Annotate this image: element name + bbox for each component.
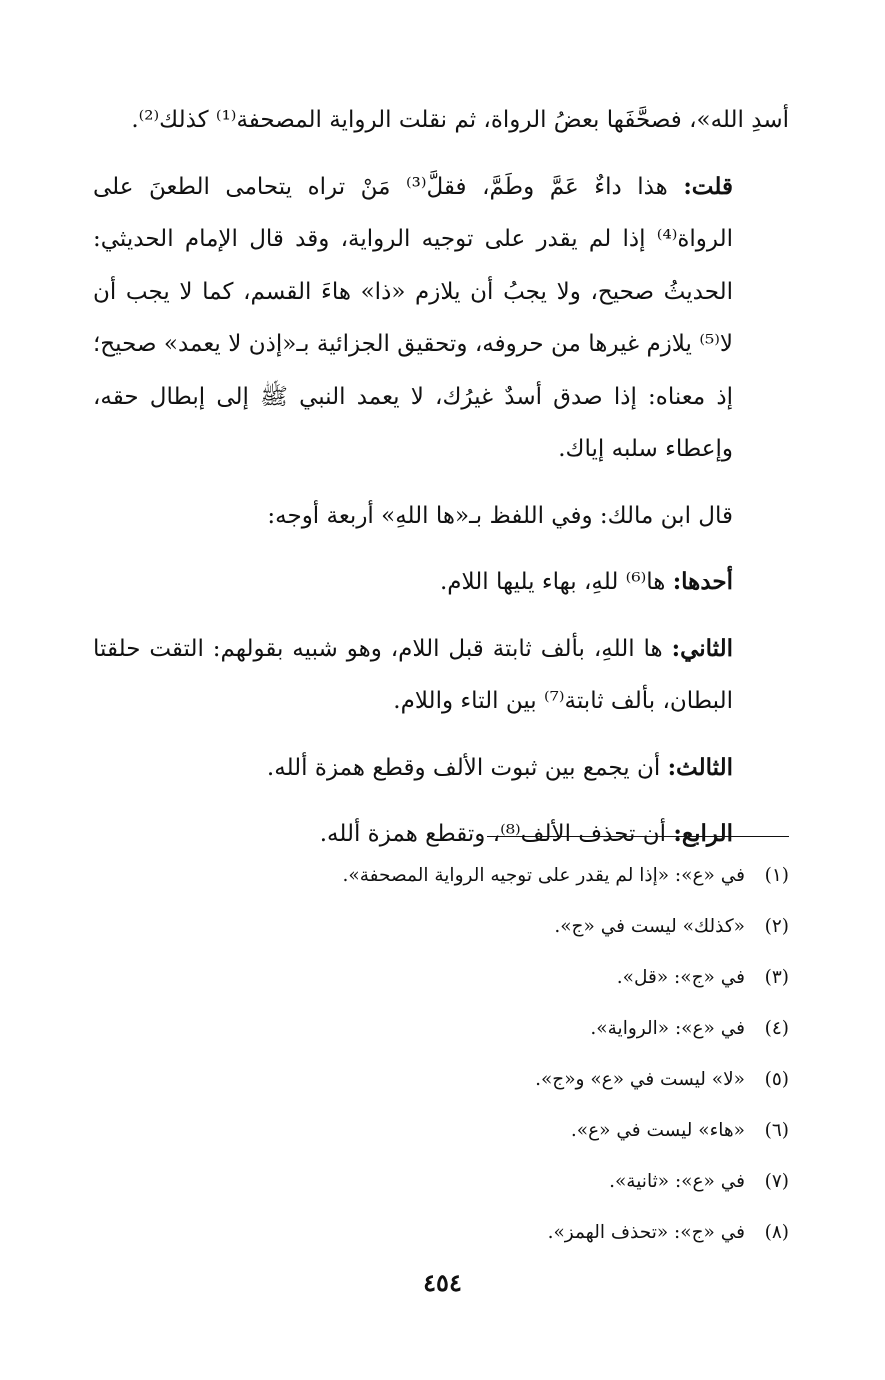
paragraph-term: الثاني: (671, 634, 733, 662)
footnote-number: (٥) (764, 1069, 789, 1090)
paragraph-text: قال ابن مالك: وفي اللفظ بـ«ها اللهِ» أربعة أوجه: (267, 502, 733, 529)
footnote-text: في «ع»: «إذا لم يقدر على توجيه الرواية المصحفة». (342, 865, 745, 886)
footnote-item (93, 1207, 789, 1258)
paragraph-text: أن يجمع بين ثبوت الألف وقطع همزة ألله. (266, 754, 668, 781)
paragraph-5 (93, 623, 789, 728)
paragraph-term: أحدها: (672, 568, 733, 595)
footnote-text: في «ع»: «ثانية». (609, 1171, 745, 1192)
paragraph-term: الرابع: (673, 820, 733, 847)
footnote-number: (١) (764, 865, 789, 886)
footnote-text: في «ج»: «قل». (616, 967, 745, 988)
footnote-number: (٦) (764, 1120, 789, 1141)
footnote-divider (487, 836, 789, 837)
paragraph-text: أسدِ الله»، فصحَّفَها بعضُ الرواة، ثم نقلت الرواية المصحفة⁽¹⁾ كذلك⁽²⁾. (131, 107, 789, 133)
footnote-text: في «ع»: «الرواية». (590, 1018, 745, 1039)
footnote-number: (٢) (764, 916, 789, 937)
footnote-item (93, 1003, 789, 1054)
footnote-number: (٤) (764, 1018, 789, 1039)
paragraph-6 (93, 742, 789, 795)
footnote-text: «هاء» ليست في «ع». (570, 1120, 745, 1141)
footnote-number: (٨) (764, 1222, 789, 1243)
paragraph-2 (93, 161, 789, 476)
footnote-item (93, 850, 789, 901)
paragraph-3 (93, 490, 789, 543)
footnote-number: (٣) (764, 967, 789, 988)
footnote-item (93, 1156, 789, 1207)
paragraph-text: أن تحذف الألف⁽⁸⁾، وتقطع همزة ألله. (319, 821, 674, 847)
footnote-number: (٧) (764, 1171, 789, 1192)
paragraph-text: ها⁽⁶⁾ للهِ، بهاء يليها اللام. (440, 569, 673, 595)
main-text (93, 94, 789, 861)
footnote-item (93, 1054, 789, 1105)
footnote-text: «كذلك» ليست في «ج». (554, 916, 745, 937)
footnote-item (93, 901, 789, 952)
footnote-text: في «ج»: «تحذف الهمز». (547, 1222, 745, 1243)
footnote-text: «لا» ليست في «ع» و«ج». (535, 1069, 745, 1090)
paragraph-term: الثالث: (667, 753, 733, 781)
page-number: ٤٥٤ (423, 1268, 462, 1297)
footnote-item (93, 1105, 789, 1156)
paragraph-text: هذا داءٌ عَمَّ وطَمَّ، فقلَّ⁽³⁾ مَنْ تراه يتحامى الطعنَ على الرواة⁽⁴⁾ إذا لم يقدر على توجيه الرواية، وقد قال الإمام الحديثي: الحديثُ صحيح، ولا يجبُ أن يلازم «ذا» هاءَ القسم، كما لا يجب أن لا⁽⁵⁾ يلازم غيرها من حروفه، وتحقيق الجزائية بـ«إذن لا يعمد» صحيح؛ إذ معناه: إذا صدق أسدٌ غيرُك، لا يعمد النبي ﷺ إلى إبطال حقه، وإعطاء سلبه إياك. (93, 173, 733, 462)
footnote-item (93, 952, 789, 1003)
paragraph-term: قلت: (683, 172, 733, 200)
paragraph-4 (93, 556, 789, 609)
footnotes-list (93, 850, 789, 1258)
paragraph-text: ها اللهِ، بألف ثابتة قبل اللام، وهو شبيه بقولهم: التقت حلقتا البطان، بألف ثابتة⁽⁷⁾ بين التاء واللام. (93, 635, 733, 714)
paragraph-1 (93, 94, 789, 147)
